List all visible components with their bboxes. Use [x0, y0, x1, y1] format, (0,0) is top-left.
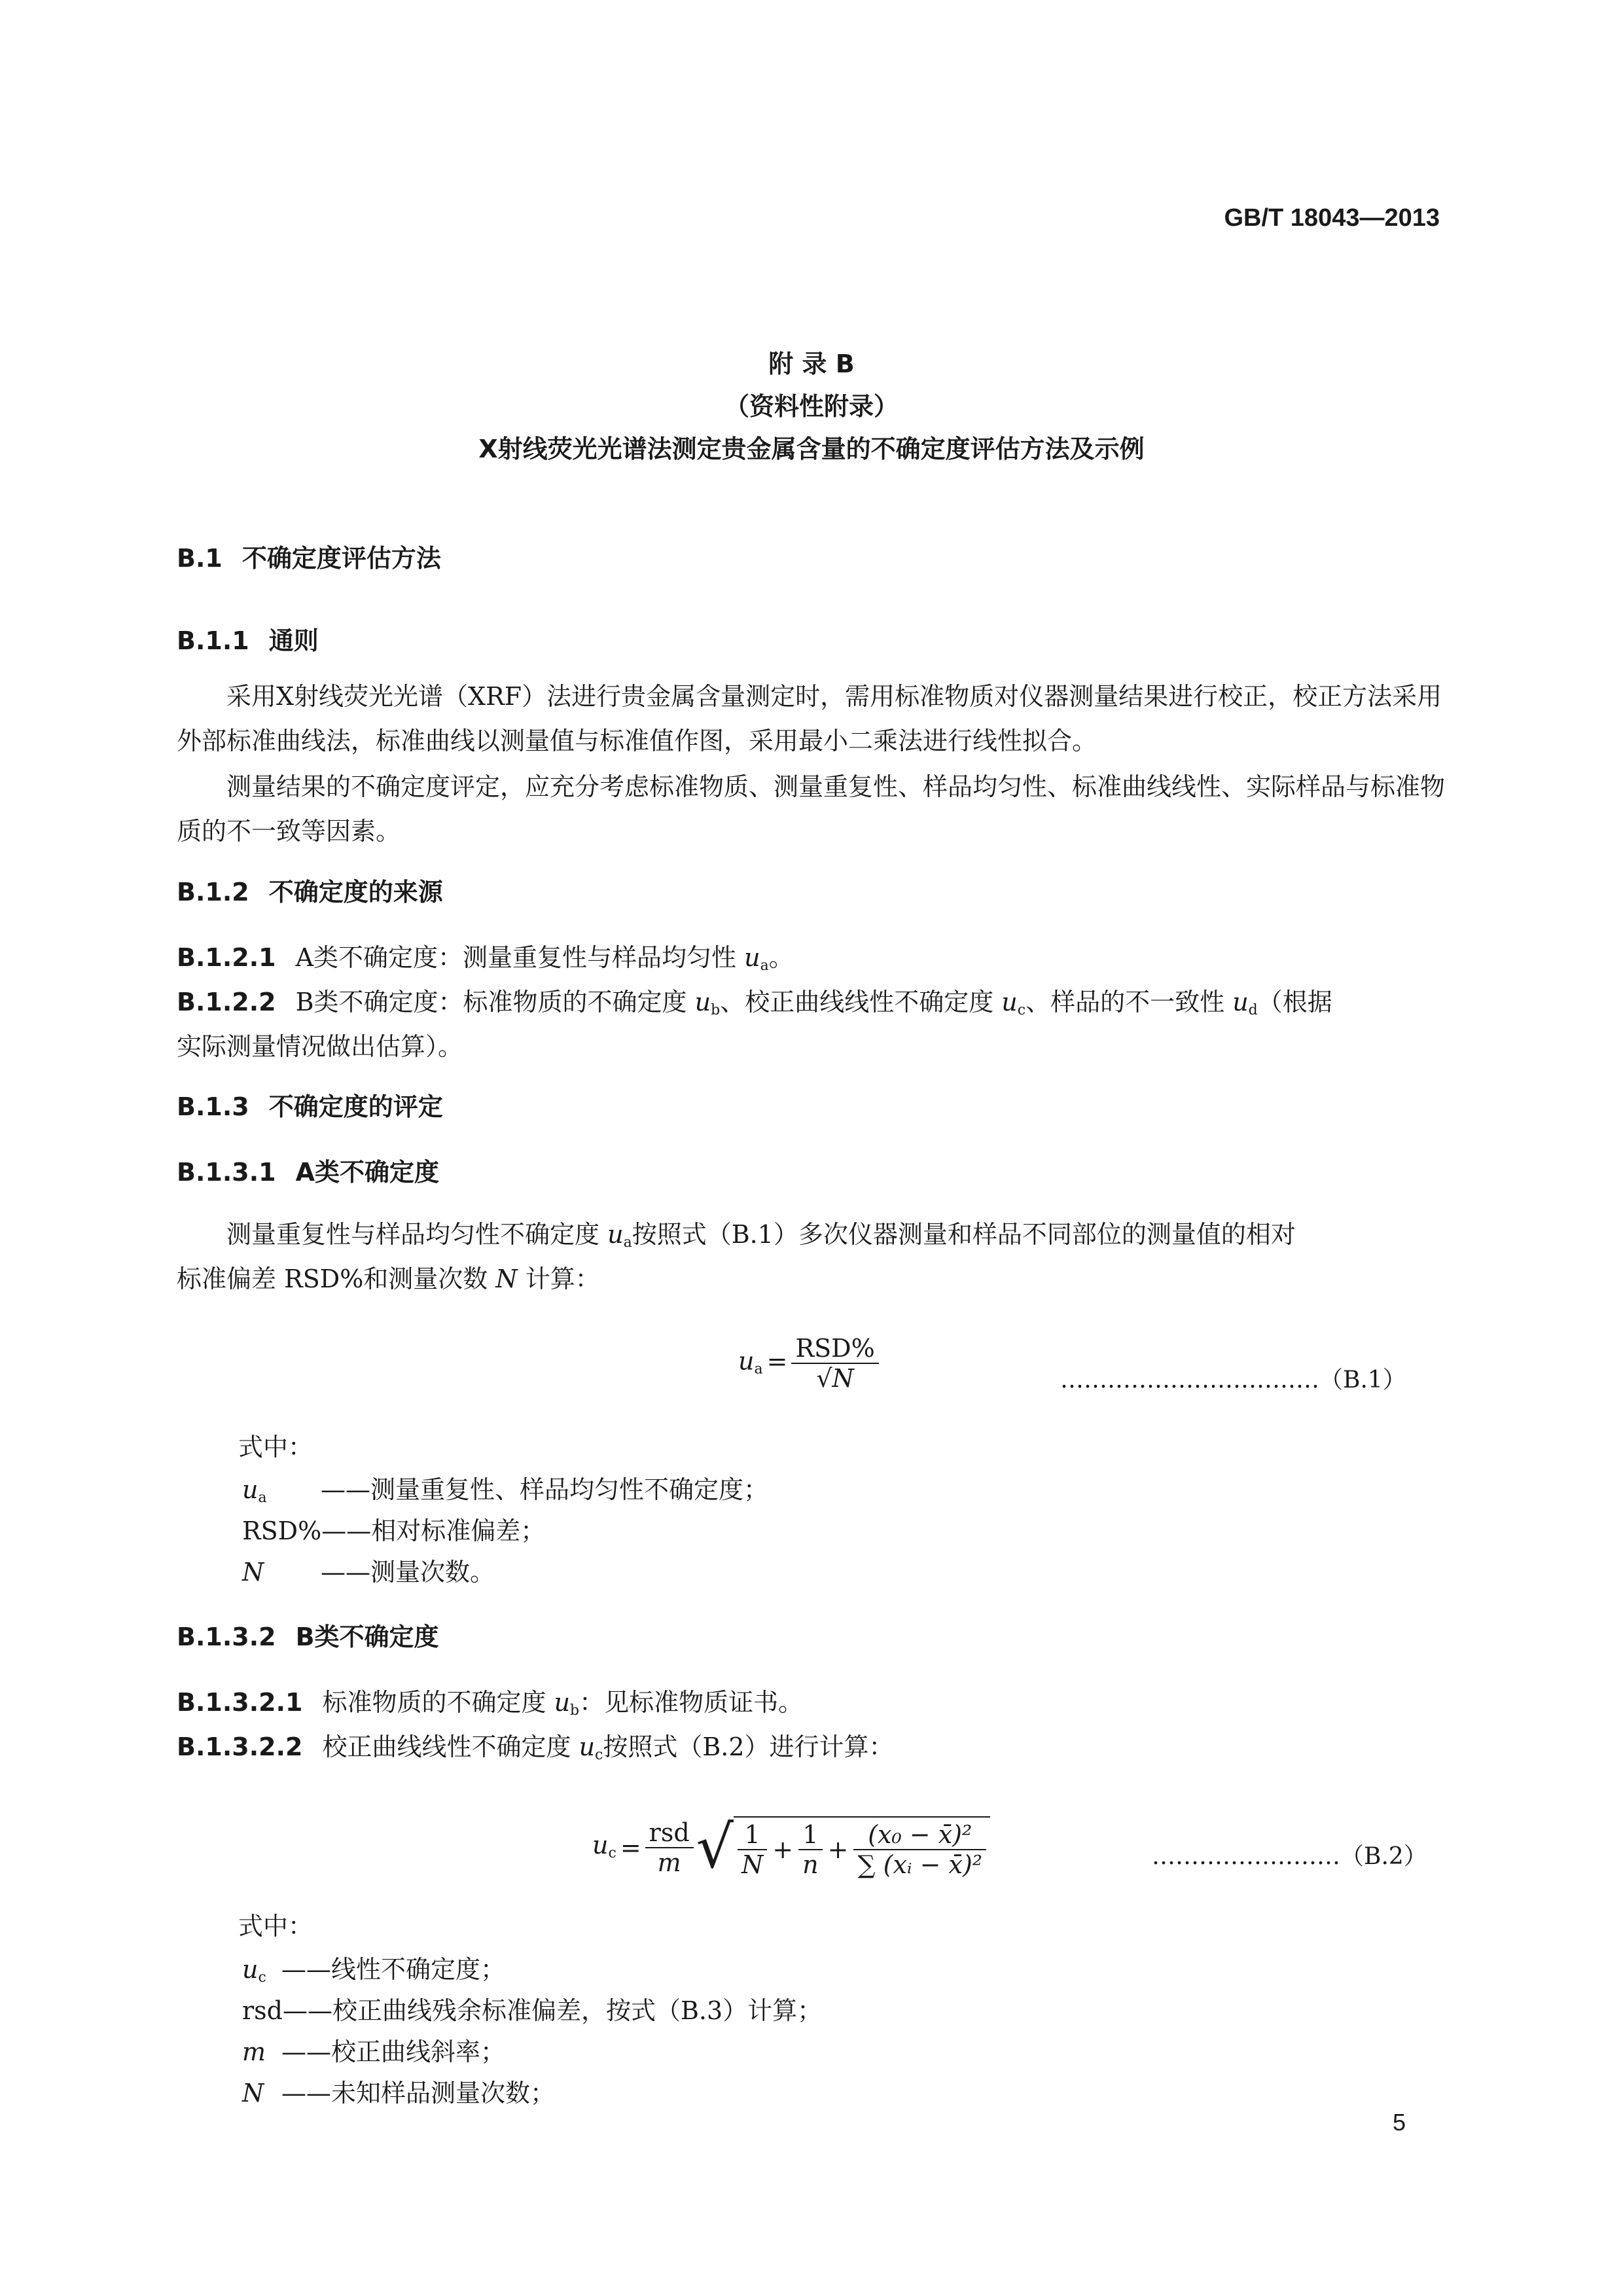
clause-text: 标准物质的不确定度	[322, 1688, 554, 1717]
plus-sign: +	[772, 1835, 794, 1864]
numerator: RSD%	[791, 1334, 878, 1364]
subscript: c	[595, 1747, 603, 1763]
clause-b122	[177, 982, 1332, 1018]
fraction-3	[853, 1820, 986, 1879]
section-title: 不确定度评估方法	[241, 544, 441, 573]
symbol: u	[1232, 988, 1249, 1016]
clause-number: B.1.2.1	[177, 943, 276, 972]
clause-b122-continued: 实际测量情况做出估算）。	[177, 1032, 463, 1061]
dash: ——	[283, 1996, 332, 2025]
fraction-1	[738, 1820, 767, 1879]
clause-number: B.1.3.2.2	[177, 1732, 303, 1761]
equation-b2-number	[1152, 1838, 1427, 1871]
appendix-title: X射线荧光光谱法测定贵金属含量的不确定度评估方法及示例	[478, 435, 1145, 463]
symbol-def-rsd	[242, 1511, 545, 1547]
subscript: a	[258, 1490, 267, 1506]
fraction-coef	[645, 1818, 694, 1877]
denominator: ∑ (xᵢ − x̄)²	[857, 1850, 983, 1879]
dash: ——	[281, 1955, 331, 1984]
paragraph-type-a-line1	[226, 1214, 1296, 1251]
clause-b1321	[177, 1682, 803, 1719]
symbol: u	[1001, 988, 1018, 1016]
subscript: d	[1248, 1002, 1258, 1018]
symbol: N	[242, 1558, 264, 1587]
dash: ——	[281, 2037, 331, 2066]
denominator: m	[657, 1848, 681, 1877]
clause-text: B类不确定度：标准物质的不确定度	[295, 988, 695, 1016]
paragraph-general-1: 采用X射线荧光光谱（XRF）法进行贵金属含量测定时，需用标准物质对仪器测量结果进行校正，校正方法采用外部标准曲线法，标准曲线以测量值与标准值作图，采用最小二乘法进行线性拟合。	[177, 682, 1442, 755]
definition: 校正曲线斜率；	[331, 2037, 506, 2066]
equation-b2	[592, 1813, 990, 1882]
equals-sign: =	[766, 1346, 788, 1376]
appendix-label: 附 录 B	[768, 350, 855, 378]
symbol: u	[592, 1831, 609, 1859]
section-b1-heading	[177, 538, 441, 574]
subscript: c	[1017, 1002, 1026, 1018]
fraction-2	[798, 1820, 822, 1879]
symbol: m	[242, 2037, 266, 2066]
appendix-nature: （资料性附录）	[724, 392, 899, 421]
symbol-def-uc	[242, 1949, 505, 1986]
fraction	[791, 1334, 878, 1393]
radicand	[734, 1816, 990, 1879]
root-sign: √	[816, 1364, 832, 1393]
section-b11-heading	[177, 620, 319, 656]
symbol: N	[242, 2079, 264, 2108]
dash: ——	[321, 1516, 372, 1545]
equation-number: （B.2）	[1340, 1843, 1427, 1870]
symbol	[242, 1955, 281, 1986]
subscript: a	[754, 1361, 763, 1378]
clause-text: 、校正曲线线性不确定度	[720, 988, 1002, 1016]
equation-b1	[738, 1334, 879, 1393]
section-title: 通则	[268, 626, 319, 655]
symbol: u	[738, 1346, 755, 1376]
equation-number: （B.1）	[1319, 1367, 1406, 1393]
text: 标准偏差 RSD%和测量次数	[177, 1265, 496, 1293]
dash: ——	[321, 1558, 370, 1587]
subscript: a	[623, 1234, 632, 1251]
symbol-letter: u	[242, 1955, 259, 1984]
paragraph-type-a-line2	[177, 1259, 600, 1295]
section-number: B.1.1	[177, 626, 249, 655]
dash: ——	[281, 2079, 331, 2108]
section-b12-heading	[177, 872, 443, 908]
subscript: b	[570, 1702, 580, 1719]
leader-dots: ……………………………	[1060, 1367, 1319, 1393]
where-label-1: 式中：	[238, 1433, 313, 1462]
symbol-def-rsd-residual	[242, 1990, 822, 2026]
symbol-def-n	[242, 1552, 495, 1588]
clause-text: 、样品的不一致性	[1026, 988, 1233, 1016]
square-root: √	[696, 1813, 734, 1882]
text: 计算：	[517, 1265, 600, 1293]
symbol-def-m	[242, 2032, 505, 2068]
section-b13-heading	[177, 1086, 443, 1122]
clause-text: 。	[768, 943, 794, 972]
section-title: A类不确定度	[295, 1158, 440, 1187]
subscript: b	[711, 1002, 721, 1018]
page-number: 5	[1393, 2109, 1406, 2136]
section-number: B.1.2	[177, 878, 249, 906]
section-number: B.1.3.1	[177, 1158, 276, 1187]
symbol: u	[694, 988, 711, 1016]
symbol: u	[607, 1220, 624, 1249]
section-title: 不确定度的来源	[268, 878, 443, 906]
denominator: N	[741, 1850, 764, 1879]
symbol: RSD%	[242, 1516, 322, 1545]
section-number: B.1	[177, 544, 223, 573]
definition: 线性不确定度；	[331, 1955, 506, 1984]
subscript: c	[608, 1845, 616, 1861]
paragraph-general-2: 测量结果的不确定度评定，应充分考虑标准物质、测量重复性、样品均匀性、标准曲线线性、实际样品与标准物质的不一致等因素。	[177, 772, 1446, 846]
standard-number: GB/T 18043—2013	[1224, 204, 1440, 232]
clause-number: B.1.3.2.1	[177, 1688, 303, 1717]
numerator: (x₀ − x̄)²	[853, 1820, 986, 1850]
subscript: c	[258, 1969, 266, 1986]
definition: 相对标准偏差；	[371, 1516, 546, 1545]
section-number: B.1.3.2	[177, 1623, 276, 1651]
numerator: 1	[798, 1820, 822, 1850]
numerator: rsd	[645, 1818, 694, 1848]
definition: 未知样品测量次数；	[331, 2079, 556, 2108]
section-title: B类不确定度	[295, 1623, 439, 1651]
clause-text: 按照式（B.2）进行计算：	[603, 1732, 894, 1761]
section-b131-heading	[177, 1152, 439, 1188]
symbol: rsd	[242, 1996, 283, 2025]
symbol-letter: u	[242, 1475, 259, 1504]
symbol-def-n-unknown	[242, 2073, 555, 2109]
definition: 校正曲线残余标准偏差，按式（B.3）计算；	[332, 1996, 823, 2025]
symbol-def-ua	[242, 1469, 768, 1506]
equation-b1-number	[1060, 1361, 1406, 1395]
text: 测量重复性与样品均匀性不确定度	[226, 1220, 608, 1249]
subscript: a	[760, 958, 769, 974]
section-title: 不确定度的评定	[268, 1092, 443, 1121]
denominator: n	[802, 1850, 819, 1879]
leader-dots: ……………………	[1152, 1843, 1340, 1870]
section-number: B.1.3	[177, 1092, 249, 1121]
clause-text: ：见标准物质证书。	[579, 1688, 804, 1717]
symbol: u	[579, 1732, 596, 1761]
clause-text: （根据	[1257, 988, 1332, 1016]
denominator	[791, 1364, 878, 1393]
clause-text: 校正曲线线性不确定度	[322, 1732, 579, 1761]
symbol	[242, 1475, 321, 1506]
definition: 测量重复性、样品均匀性不确定度；	[370, 1475, 769, 1504]
symbol: N	[832, 1364, 854, 1393]
clause-b121	[177, 937, 794, 974]
plus-sign: +	[827, 1835, 849, 1864]
symbol: u	[554, 1688, 571, 1717]
equals-sign: =	[620, 1833, 641, 1862]
text: 按照式（B.1）多次仪器测量和样品不同部位的测量值的相对	[632, 1220, 1296, 1249]
numerator: 1	[738, 1820, 767, 1850]
definition: 测量次数。	[370, 1558, 495, 1587]
section-b132-heading	[177, 1617, 439, 1653]
dash: ——	[321, 1475, 370, 1504]
where-label-2: 式中：	[238, 1912, 313, 1941]
symbol: u	[744, 943, 760, 972]
clause-b1322	[177, 1727, 894, 1763]
clause-number: B.1.2.2	[177, 988, 276, 1016]
symbol: N	[495, 1265, 518, 1293]
clause-text: A类不确定度：测量重复性与样品均匀性	[295, 943, 745, 972]
